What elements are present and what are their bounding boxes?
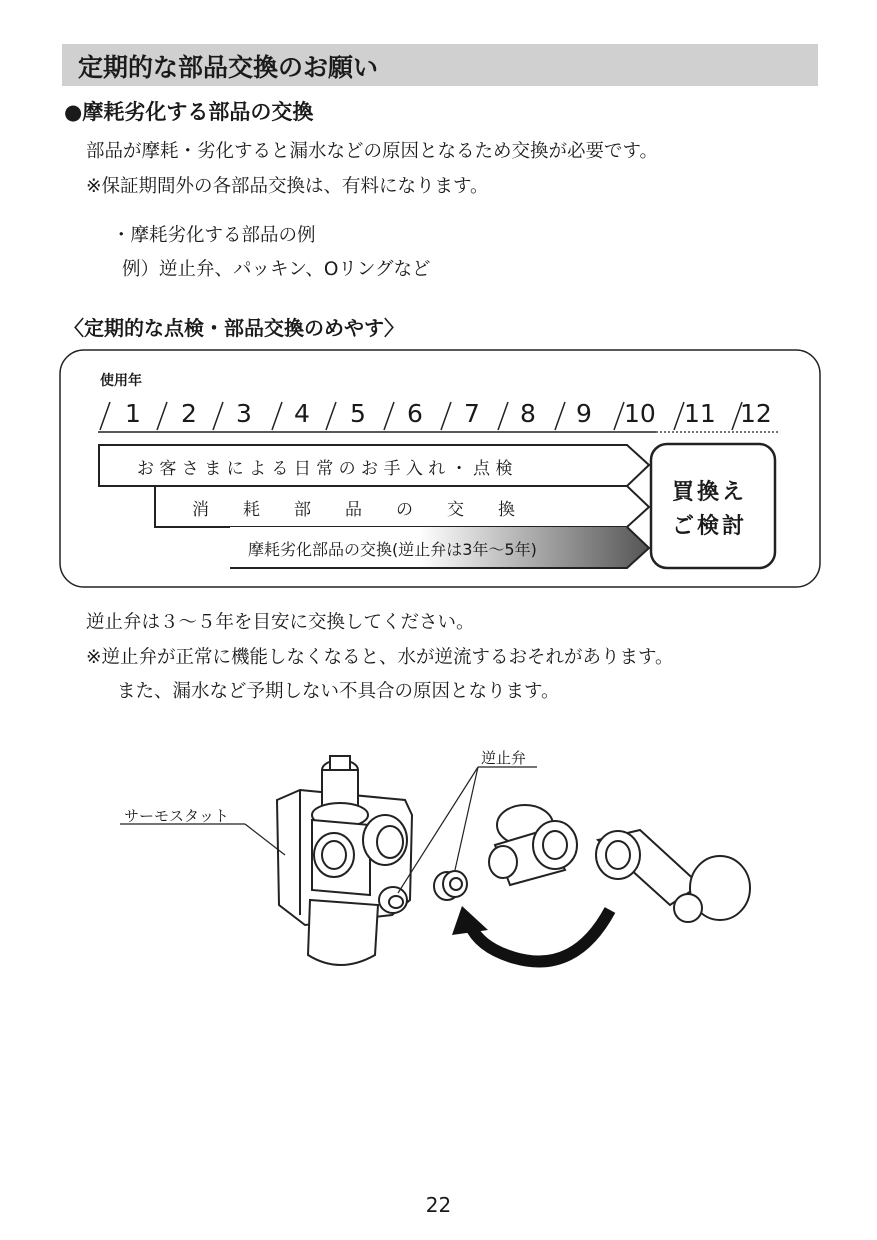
usage-year-label: 使用年: [100, 373, 142, 389]
intro-text-2: ※保証期間外の各部品交換は、有料になります。: [86, 176, 489, 197]
year-4: 4: [294, 399, 310, 428]
intro-text-1: 部品が摩耗・劣化すると漏水などの原因となるため交換が必要です。: [86, 141, 659, 162]
replace-label-2: ご検討: [672, 514, 748, 539]
page-title: 定期的な部品交換のお願い: [78, 53, 379, 82]
year-3: 3: [236, 399, 252, 428]
note-1: 逆止弁は３〜５年を目安に交換してください。: [86, 612, 475, 633]
year-2: 2: [181, 399, 197, 428]
check-valve-label: 逆止弁: [481, 749, 527, 767]
bar-wear-parts-label: 摩耗劣化部品の交換(逆止弁は3年〜5年): [248, 540, 537, 559]
flow-arrowhead: [452, 906, 488, 935]
year-9: 9: [576, 399, 592, 428]
example-text-1: ・摩耗劣化する部品の例: [112, 225, 316, 246]
subheading: ●摩耗劣化する部品の交換: [64, 100, 314, 124]
replace-box: [651, 444, 775, 568]
note-3: また、漏水など予期しない不具合の原因となります。: [117, 681, 560, 702]
schedule-heading: 〈定期的な点検・部品交換のめやす〉: [64, 316, 404, 340]
year-10: 10: [624, 399, 656, 428]
bar-consumables-label: 消 耗 部 品 の 交 換: [192, 500, 515, 520]
replace-label-1: 買換え: [672, 480, 748, 505]
note-2: ※逆止弁が正常に機能しなくなると、水が逆流するおそれがあります。: [86, 647, 674, 668]
year-1: 1: [125, 399, 141, 428]
year-7: 7: [464, 399, 480, 428]
year-6: 6: [407, 399, 423, 428]
example-text-2: 例）逆止弁、パッキン、Oリングなど: [122, 259, 431, 280]
bar-daily-care-label: お 客 さ ま に よ る 日 常 の お 手 入 れ ・ 点 検: [137, 459, 513, 479]
year-5: 5: [350, 399, 366, 428]
fitting-illustration: [489, 805, 750, 922]
page-number: 22: [425, 1193, 452, 1217]
thermostat-illustration: [277, 756, 412, 965]
thermostat-label: サーモスタット: [124, 807, 230, 825]
year-11: 11: [684, 399, 716, 428]
check-valve-illustration: [434, 871, 467, 900]
year-8: 8: [520, 399, 536, 428]
flow-arrow: [470, 910, 610, 962]
year-12: 12: [740, 399, 772, 428]
